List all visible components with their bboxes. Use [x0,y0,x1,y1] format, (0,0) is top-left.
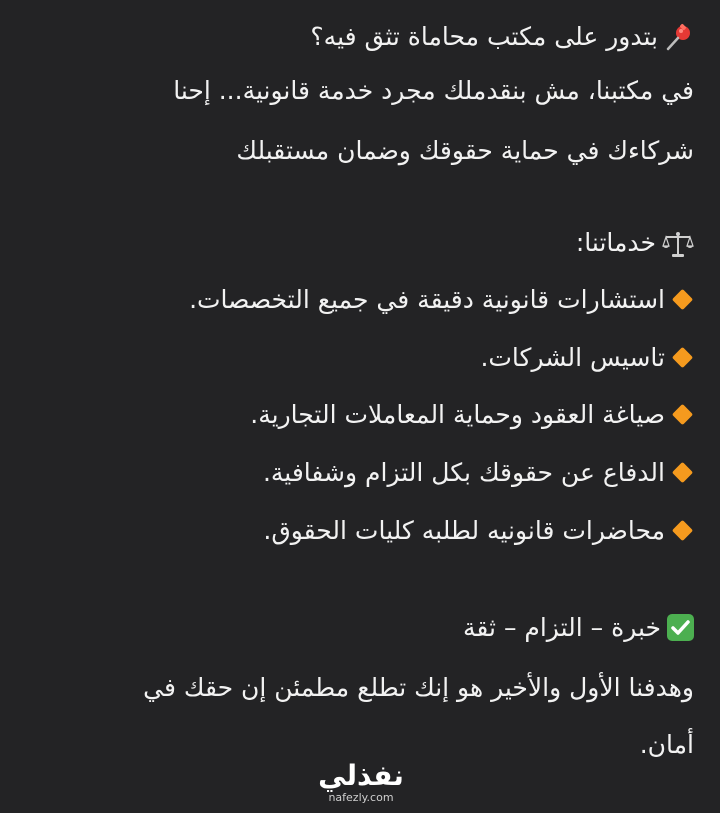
service-item-text: صياغة العقود وحماية المعاملات التجارية. [250,400,665,429]
service-item [20,333,694,383]
service-item [20,275,694,325]
services-title: خدماتنا: [575,228,656,257]
service-item [20,448,694,498]
orange-diamond-icon [672,403,693,424]
service-item-text: الدفاع عن حقوقك بكل التزام وشفافية. [262,458,665,487]
service-item [20,506,694,556]
watermark-brand: نفذلي [318,759,404,792]
services-heading [20,218,694,268]
intro-question: بتدور على مكتب محاماة تثق فيه؟ [310,22,658,51]
intro-line [20,12,694,62]
service-item-text: محاضرات قانونيه لطلبه كليات الحقوق. [263,516,665,545]
service-item-text: تاسيس الشركات. [480,343,665,372]
values-line [20,603,694,653]
orange-diamond-icon [672,346,693,367]
values-text: خبرة – التزام – ثقة [462,613,661,642]
intro-paragraph-line-2: شركاءك في حماية حقوقك وضمان مستقبلك [236,136,694,165]
nafezly-watermark [316,761,406,805]
orange-diamond-icon [672,461,693,482]
service-item-text: استشارات قانونية دقيقة في جميع التخصصات. [189,285,665,314]
service-item [20,390,694,440]
closing-line-1: وهدفنا الأول والأخير هو إنك تطلع مطمئن إن حقك في [143,673,694,702]
orange-diamond-icon [672,288,693,309]
closing-line-2: أمان. [639,730,694,759]
orange-diamond-icon [672,519,693,540]
balance-scale-icon [662,229,694,259]
intro-paragraph-line-1: في مكتبنا، مش بنقدملك مجرد خدمة قانونية... إحنا [173,76,694,105]
watermark-domain: nafezly.com [328,791,394,804]
pushpin-icon [664,23,694,53]
check-mark-icon [667,614,694,641]
